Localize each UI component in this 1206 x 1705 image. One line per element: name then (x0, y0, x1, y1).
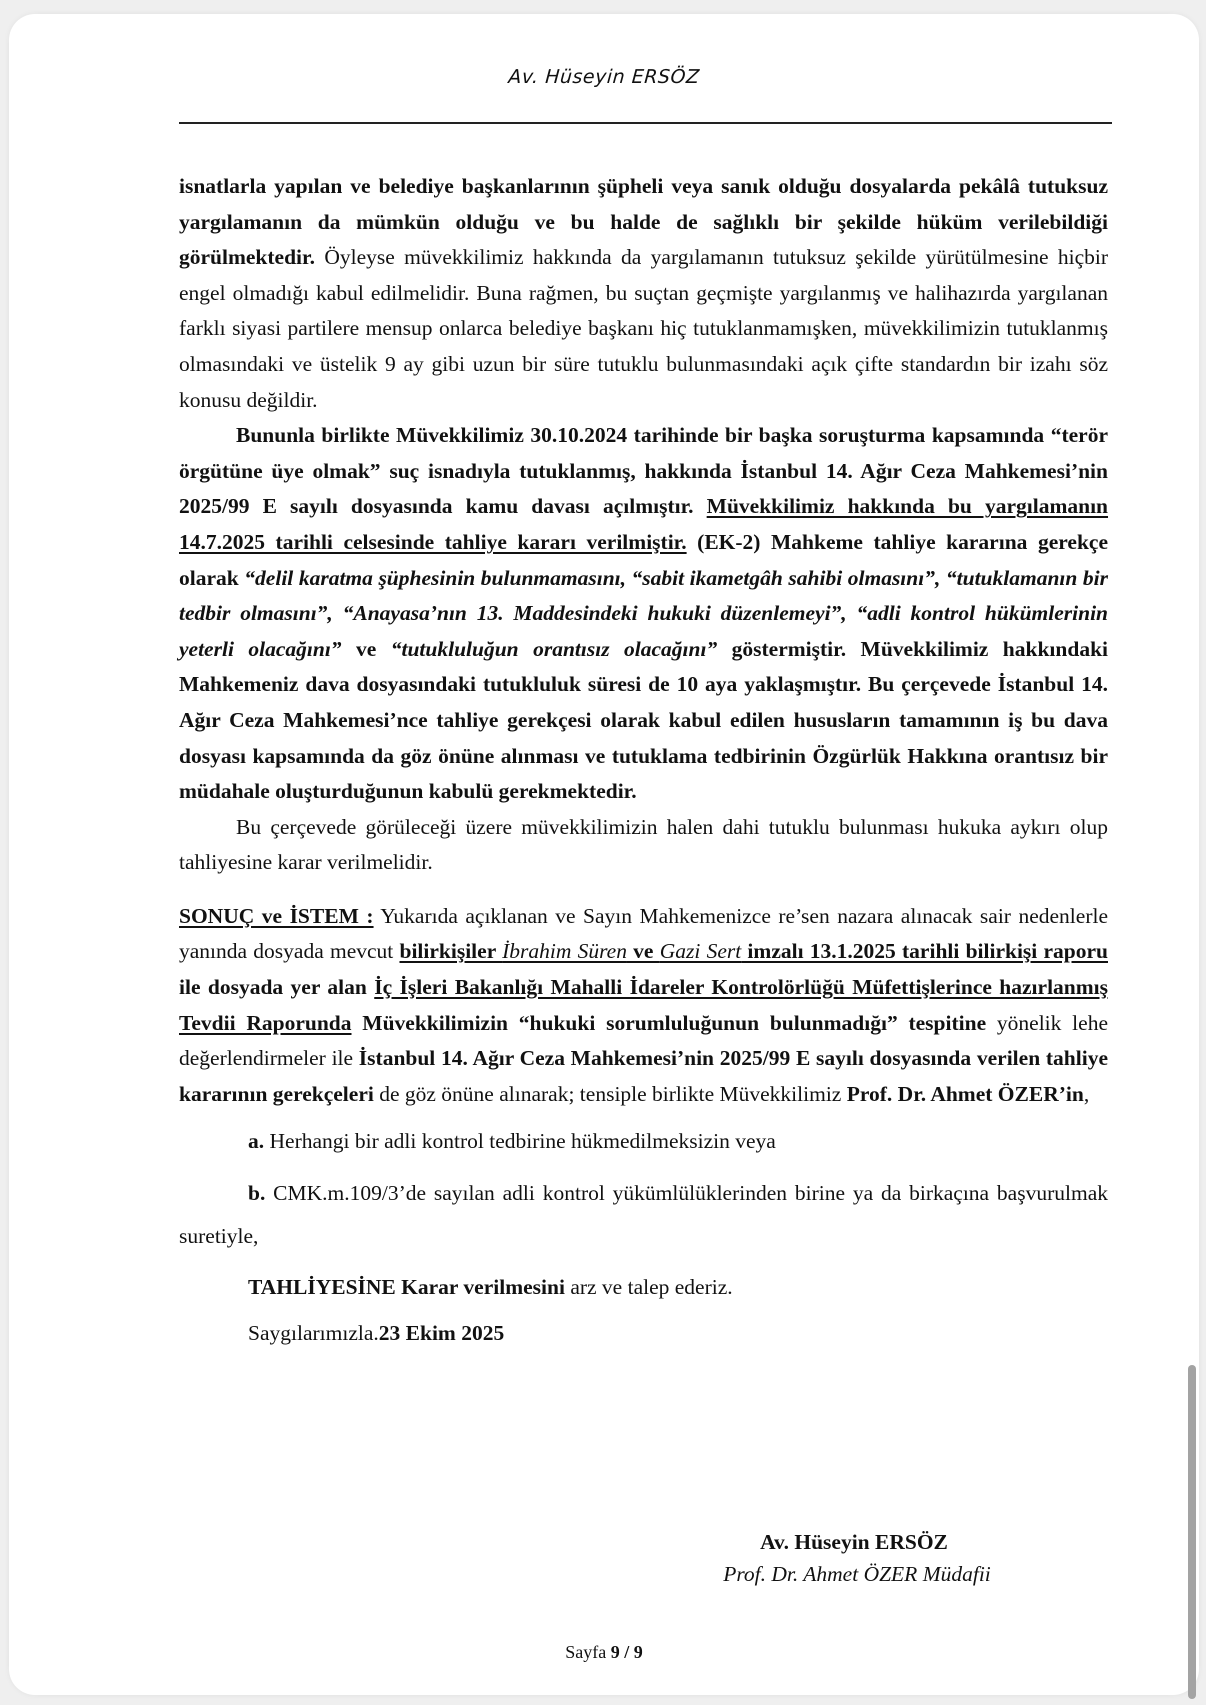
conclusion-t6: de göz önüne alınarak; tensiple birlikte Müvekkilimiz (373, 1081, 847, 1106)
spacer (179, 881, 1108, 899)
expert-and: ve (626, 939, 660, 964)
list-text-a: Herhangi bir adli kontrol tedbirine hükmedilmeksizin veya (264, 1129, 776, 1154)
signature-role: Prof. Dr. Ahmet ÖZER Müdafii (723, 1562, 991, 1586)
expert-report-ref (399, 939, 1108, 963)
paragraph-2-s5: ve (341, 636, 391, 661)
signature-name: Av. Hüseyin ERSÖZ (760, 1530, 948, 1554)
scrollbar-thumb[interactable] (1188, 1365, 1196, 1699)
ministry-report-ref: İç İşleri Bakanlığı Mahalli İdareler Kontrolörlüğü Müfettişlerince hazırlanmış Tevdii Raporunda (179, 975, 1108, 1035)
total-pages: 9 (633, 1642, 643, 1662)
expert-name-2: Gazi Sert (659, 939, 742, 964)
expert-name-1: İbrahim Süren (502, 939, 627, 964)
list-marker-a: a. (248, 1129, 265, 1154)
paragraph-1 (179, 169, 1108, 418)
paragraph-3: Bu çerçevede görüleceği üzere müvekkilimizin halen dahi tutuklu bulunması hukuka aykırı olup tahliyesine karar verilmelidir. (179, 814, 1108, 875)
list-item-a (179, 1124, 1108, 1160)
current-page: 9 (610, 1642, 620, 1662)
page-separator: / (619, 1642, 634, 1662)
conclusion-t5: İstanbul 14. Ağır Ceza Mahkemesi’nin 2025/99 E sayılı dosyasında verilen tahliye kararının gerekçeleri (179, 1046, 1108, 1106)
header-signature: Av. Hüseyin ERSÖZ (507, 66, 701, 88)
paragraph-2-s3: (EK-2) Mahkeme tahliye kararına gerekçe olarak (179, 529, 1108, 590)
list-text-b: CMK.m.109/3’de sayılan adli kontrol yükümlülüklerinden birine ya da birkaçına başvurulmak suretiyle, (179, 1181, 1108, 1249)
closing-text: Saygılarımızla. (248, 1320, 379, 1345)
paragraph-2 (179, 418, 1108, 810)
request-bold: TAHLİYESİNE Karar verilmesini (248, 1275, 565, 1300)
conclusion-t2: ile dosyada yer alan (179, 975, 375, 1000)
paragraph-2-s7: göstermiştir. Müvekkilimiz hakkındaki Mahkemeniz dava dosyasındaki tutukluluk süresi de 10 aya yaklaşmıştır. Bu çerçevede İstanbul 14. Ağır Ceza Mahkemesi’nce tahliye gerekçesi olarak kabul edilen hususların tamamının iş bu dava dosyası kapsamında da göz önüne alınması ve tutuklama tedbirinin Özgürlük Hakkına orantısız bir müdahale oluşturduğunun kabulü gerekmektedir. (179, 636, 1108, 804)
signature-block (689, 1526, 1019, 1590)
list-marker-b: b. (248, 1181, 266, 1206)
request-line (179, 1270, 1108, 1306)
conclusion-paragraph (179, 899, 1108, 1113)
conclusion-t3: Müvekkilimizin “hukuki sorumluluğunun bulunmadığı” tespitine (351, 1010, 987, 1035)
header-divider (179, 122, 1112, 124)
conclusion-t4: yönelik lehe değerlendirmeler ile (179, 1010, 1108, 1071)
document-page (9, 14, 1199, 1695)
conclusion-t8: , (1083, 1081, 1090, 1106)
paragraph-2-s1: Bununla birlikte Müvekkilimiz 30.10.2024 tarihinde bir başka soruşturma kapsamında “terör örgütüne üye olmak” suç isnadıyla tutuklanmış, hakkında İstanbul 14. Ağır Ceza Mahkemesi’nin 2025/99 E sayılı dosyasında kamu davası açılmıştır. (179, 423, 1108, 519)
closing-line (179, 1316, 1108, 1352)
paragraph-1-text: Öyleyse müvekkilimiz hakkında da yargılamanın tutuksuz şekilde yürütülmesine hiçbir engel olmadığı kabul edilmelidir. Buna rağmen, bu suçtan geçmişte yargılanmış ve halihazırda yargılanan farklı siyasi partilere mensup onlarca belediye başkanı hiç tutuklanmamışken, müvekkilimizin tutuklanmış olmasındaki ve üstelik 9 ay gibi uzun bir süre tutuklu bulunmasındaki açık çifte standardın bir izahı söz konusu değildir. (179, 245, 1108, 412)
request-text: arz ve talep ederiz. (564, 1275, 733, 1300)
client-name: Prof. Dr. Ahmet ÖZER’in (846, 1081, 1084, 1106)
page-label: Sayfa (565, 1642, 611, 1662)
list-item-b (179, 1172, 1108, 1258)
paragraph-2-underlined: Müvekkilimiz hakkında bu yargılamanın 14.7.2025 tarihli celsesinde tahliye kararı verilmiştir. (179, 494, 1109, 554)
closing-date: 23 Ekim 2025 (378, 1320, 505, 1345)
expert-report-date: imzalı 13.1.2025 tarihli bilirkişi raporu (741, 939, 1108, 964)
paragraph-2-quote-2: “tutukluluğun orantısız olacağını” (390, 636, 718, 661)
page-number (9, 1642, 1199, 1663)
conclusion-t1: Yukarıda açıklanan ve Sayın Mahkemenizce re’sen nazara alınacak sair nedenlerle yanında dosyada mevcut (179, 903, 1109, 964)
paragraph-1-bold: isnatlarla yapılan ve belediye başkanlarının şüpheli veya sanık olduğu dosyalarda pekâlâ tutuksuz yargılamanın da mümkün olduğu ve bu halde de sağlıklı bir şekilde hüküm verilebildiği görülmektedir. (179, 174, 1108, 270)
expert-label: bilirkişiler (399, 939, 503, 964)
paragraph-2-quote-1: “delil karatma şüphesinin bulunmamasını, “sabit ikametgâh sahibi olmasını”, “tutuklamanın bir tedbir olmasını”, “Anayasa’nın 13. Maddesindeki hukuki düzenlemeyi”, “adli kontrol hükümlerinin yeterli olacağını” (179, 565, 1108, 661)
conclusion-heading: SONUÇ ve İSTEM : (179, 903, 374, 928)
document-body (179, 169, 1108, 1351)
